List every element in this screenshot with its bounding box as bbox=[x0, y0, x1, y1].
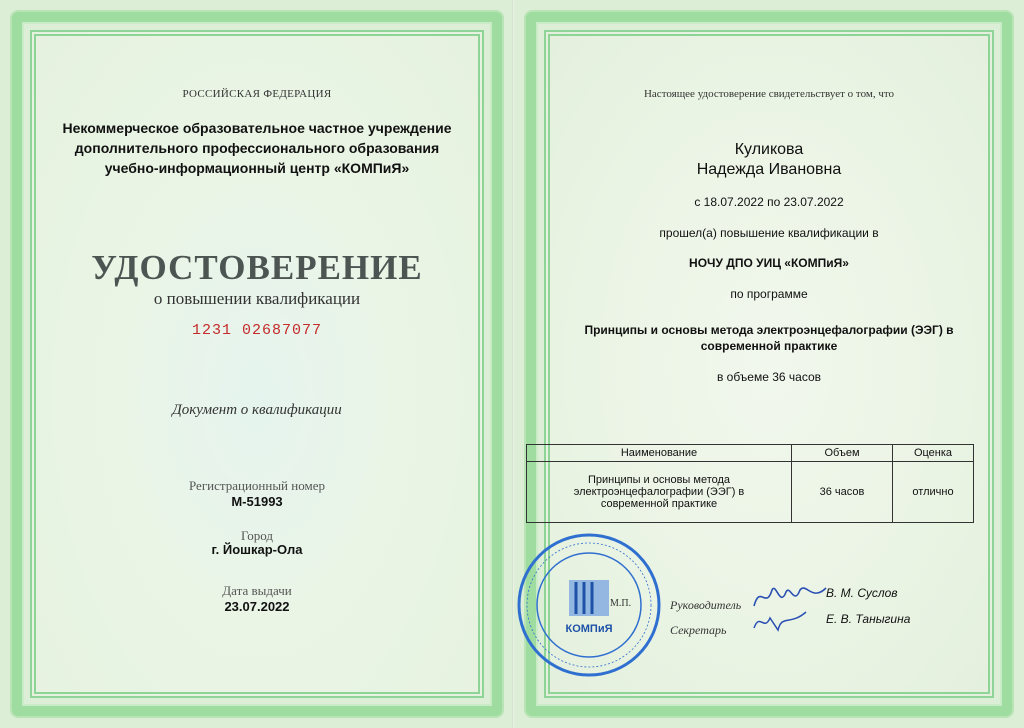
table-header-cell: Объем bbox=[792, 445, 893, 462]
document-title: УДОСТОВЕРЕНИЕ bbox=[91, 248, 423, 287]
city-value: г. Йошкар-Ола bbox=[211, 542, 303, 557]
table-cell: 36 часов bbox=[792, 462, 893, 523]
city-label: Город bbox=[240, 528, 274, 543]
table-header-cell: Наименование bbox=[527, 445, 792, 462]
table-header-row bbox=[527, 445, 974, 462]
program-name: Принципы и основы метода электроэнцефалографии (ЭЭГ) в современной практике bbox=[584, 323, 954, 353]
certifies-header: Настоящее удостоверение свидетельствует о том, что bbox=[643, 88, 895, 100]
passed-text: прошел(а) повышение квалификации в bbox=[659, 226, 879, 240]
document-subtitle: о повышении квалификации bbox=[153, 289, 361, 308]
registration-label: Регистрационный номер bbox=[189, 478, 325, 493]
org-line: Некоммерческое образовательное частное учреждение bbox=[62, 120, 452, 136]
secretary-role: Секретарь bbox=[670, 623, 727, 637]
country-label: РОССИЙСКАЯ ФЕДЕРАЦИЯ bbox=[182, 88, 332, 100]
program-label: по программе bbox=[730, 287, 808, 301]
right-page bbox=[514, 0, 1024, 728]
table-cell: отлично bbox=[893, 462, 974, 523]
holder-surname: Куликова bbox=[734, 141, 804, 158]
official-seal bbox=[514, 530, 664, 680]
director-role: Руководитель bbox=[670, 598, 742, 612]
organization-name bbox=[0, 118, 514, 178]
grades-table bbox=[526, 444, 974, 523]
serial-number: 1231 02687077 bbox=[191, 322, 323, 339]
director-name: В. М. Суслов bbox=[826, 586, 898, 600]
holder-given-names: Надежда Ивановна bbox=[696, 161, 842, 178]
table-header-cell: Оценка bbox=[893, 445, 974, 462]
seal-center-text: КОМПиЯ bbox=[565, 623, 613, 635]
registration-number: М-51993 bbox=[231, 494, 283, 509]
program-volume: в объеме 36 часов bbox=[716, 370, 822, 384]
table-row bbox=[527, 462, 974, 523]
org-line: дополнительного профессионального образования bbox=[74, 140, 440, 156]
holder-name bbox=[514, 140, 1024, 180]
training-period: с 18.07.2022 по 23.07.2022 bbox=[694, 195, 844, 209]
seal-mp-label: М.П. bbox=[610, 598, 632, 609]
document-type: Документ о квалификации bbox=[172, 402, 342, 418]
table-cell: Принципы и основы метода электроэнцефалографии (ЭЭГ) в современной практике bbox=[527, 462, 792, 523]
secretary-name: Е. В. Таныгина bbox=[826, 612, 911, 626]
issue-date: 23.07.2022 bbox=[224, 599, 290, 614]
org-line: учебно-информационный центр «КОМПиЯ» bbox=[104, 160, 410, 176]
secretary-signature bbox=[750, 606, 810, 636]
school-name: НОЧУ ДПО УИЦ «КОМПиЯ» bbox=[689, 256, 849, 270]
issue-date-label: Дата выдачи bbox=[222, 583, 292, 598]
